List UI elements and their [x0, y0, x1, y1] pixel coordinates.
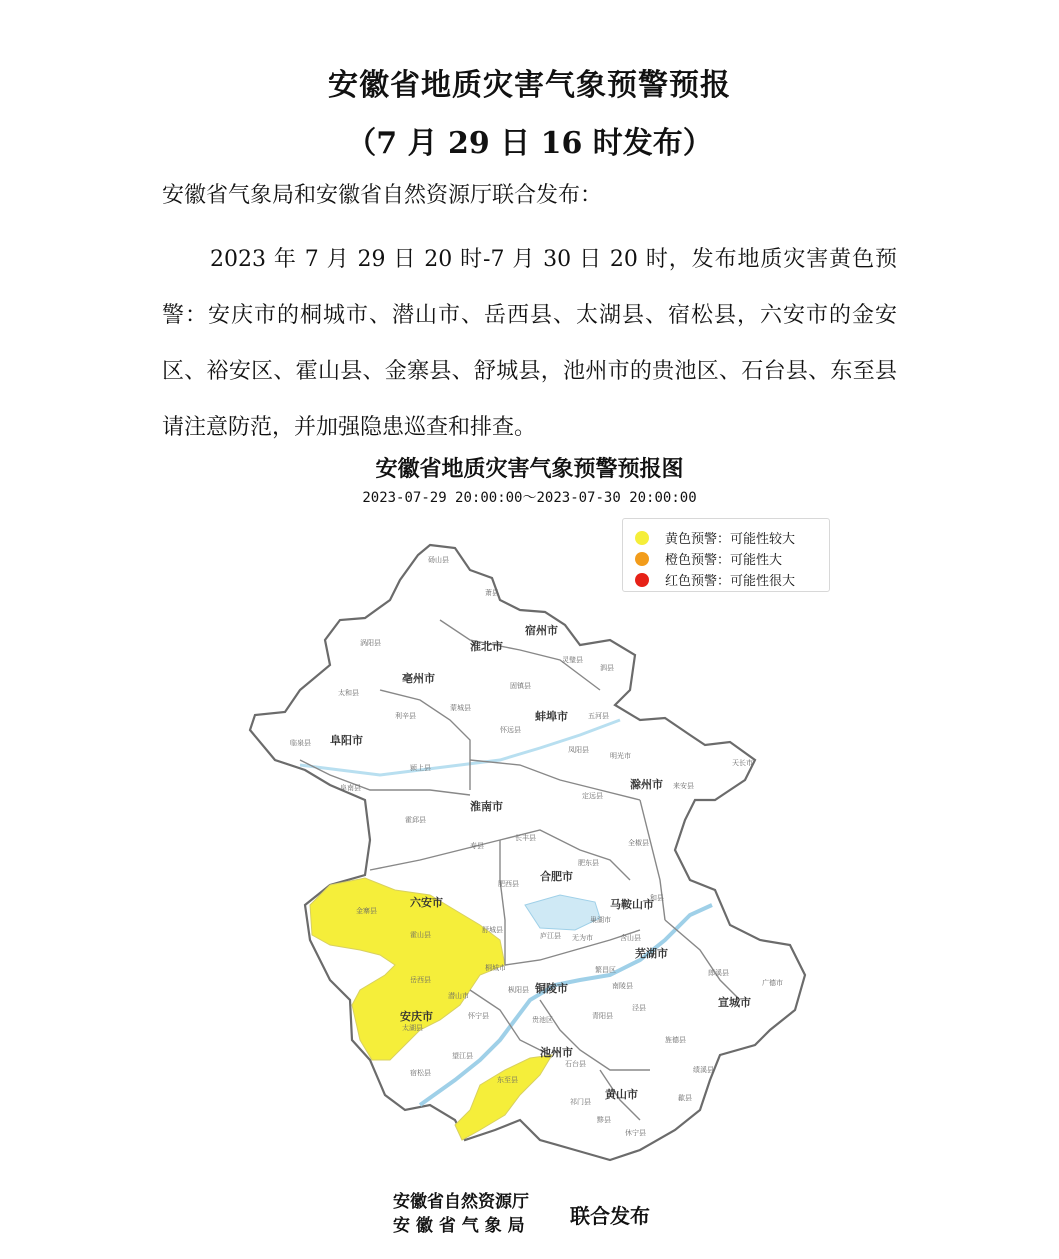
- county-label: 黟县: [597, 1116, 611, 1124]
- city-label: 池州市: [540, 1046, 573, 1059]
- county-label: 枞阳县: [508, 986, 529, 994]
- city-label: 亳州市: [402, 672, 435, 685]
- footer-orgs: [393, 1190, 529, 1238]
- map-time-range: 2023-07-29 20:00:00～2023-07-30 20:00:00: [362, 490, 697, 506]
- county-label: 绩溪县: [693, 1066, 714, 1074]
- legend-item-red: [635, 570, 795, 589]
- city-label: 淮南市: [470, 800, 503, 813]
- county-label: 涡阳县: [360, 639, 381, 647]
- footer-joint-release: 联合发布: [570, 1204, 650, 1228]
- city-label: 合肥市: [540, 870, 573, 883]
- county-label: 五河县: [588, 712, 609, 720]
- county-label: 泗县: [600, 664, 614, 672]
- county-label: 肥西县: [498, 880, 519, 888]
- map-title: 安徽省地质灾害气象预警预报图: [375, 457, 684, 482]
- county-label: 萧县: [485, 589, 499, 597]
- county-label: 岳西县: [410, 976, 431, 984]
- anhui-map: [240, 530, 820, 1170]
- legend-label: 橙色预警：可能性大: [665, 553, 783, 568]
- county-label: 祁门县: [570, 1098, 591, 1106]
- county-label: 太湖县: [402, 1024, 423, 1032]
- county-label: 金寨县: [356, 907, 377, 915]
- document-title: 安徽省地质灾害气象预警预报: [328, 68, 731, 103]
- city-label: 芜湖市: [635, 947, 668, 960]
- city-label: 淮北市: [470, 640, 503, 653]
- county-label: 东至县: [497, 1076, 518, 1084]
- county-label: 休宁县: [625, 1129, 646, 1137]
- city-label: 蚌埠市: [535, 710, 568, 723]
- county-label: 庐江县: [540, 932, 561, 940]
- county-label: 广德市: [762, 979, 783, 987]
- city-label: 马鞍山市: [610, 898, 654, 911]
- yellow-dot-icon: [635, 531, 649, 545]
- intro-line: 安徽省气象局和安徽省自然资源厅联合发布：: [162, 183, 603, 208]
- county-label: 宿松县: [410, 1069, 431, 1077]
- document-subtitle: （7 月 29 日 16 时发布）: [346, 126, 713, 161]
- county-label: 来安县: [673, 782, 694, 790]
- footer-org-resources: 安徽省自然资源厅: [393, 1192, 529, 1212]
- county-label: 泾县: [632, 1004, 646, 1012]
- county-label: 繁昌区: [595, 966, 616, 974]
- city-label: 六安市: [410, 896, 443, 909]
- county-label: 灵璧县: [562, 656, 583, 664]
- county-label: 郎溪县: [708, 969, 729, 977]
- city-label: 宿州市: [525, 624, 558, 637]
- city-label: 安庆市: [400, 1010, 433, 1023]
- county-label: 凤阳县: [568, 746, 589, 754]
- county-label: 无为市: [572, 934, 593, 942]
- county-label: 颍上县: [410, 764, 431, 772]
- county-label: 怀远县: [500, 726, 521, 734]
- city-label: 铜陵市: [535, 982, 568, 995]
- county-label: 望江县: [452, 1052, 473, 1060]
- city-label: 滁州市: [630, 778, 663, 791]
- county-label: 潜山市: [448, 992, 469, 1000]
- county-label: 旌德县: [665, 1036, 686, 1044]
- legend-item-yellow: [635, 528, 795, 547]
- county-label: 太和县: [338, 689, 359, 697]
- county-label: 天长市: [732, 759, 753, 767]
- county-label: 长丰县: [515, 834, 536, 842]
- county-label: 明光市: [610, 752, 631, 760]
- city-label: 宣城市: [718, 996, 751, 1009]
- city-label: 黄山市: [605, 1088, 638, 1101]
- county-label: 霍山县: [410, 931, 431, 939]
- county-label: 肥东县: [578, 859, 599, 867]
- county-label: 舒城县: [482, 926, 503, 934]
- county-label: 砀山县: [428, 556, 449, 564]
- county-label: 利辛县: [395, 712, 416, 720]
- city-label: 阜阳市: [330, 734, 363, 747]
- county-label: 南陵县: [612, 982, 633, 990]
- county-label: 临泉县: [290, 739, 311, 747]
- county-label: 怀宁县: [468, 1012, 489, 1020]
- county-label: 巢湖市: [590, 916, 611, 924]
- county-label: 寿县: [470, 842, 484, 850]
- county-label: 定远县: [582, 792, 603, 800]
- county-label: 青阳县: [592, 1012, 613, 1020]
- orange-dot-icon: [635, 552, 649, 566]
- county-label: 霍邱县: [405, 816, 426, 824]
- county-label: 固镇县: [510, 682, 531, 690]
- legend-label: 黄色预警：可能性较大: [665, 532, 796, 547]
- map-legend: [622, 518, 830, 592]
- red-dot-icon: [635, 573, 649, 587]
- county-label: 石台县: [565, 1060, 586, 1068]
- county-label: 全椒县: [628, 839, 649, 847]
- county-label: 和县: [650, 894, 664, 902]
- legend-item-orange: [635, 549, 782, 568]
- footer-org-meteorology: 安 徽 省 气 象 局: [393, 1216, 525, 1236]
- county-label: 阜南县: [340, 784, 361, 792]
- county-label: 桐城市: [485, 964, 506, 972]
- county-label: 含山县: [620, 934, 641, 942]
- county-label: 歙县: [678, 1094, 692, 1102]
- legend-label: 红色预警：可能性很大: [665, 574, 796, 589]
- county-label: 蒙城县: [450, 704, 471, 712]
- county-label: 贵池区: [532, 1016, 553, 1024]
- warning-body: 2023 年 7 月 29 日 20 时-7 月 30 日 20 时，发布地质灾害黄色预警：安庆市的桐城市、潜山市、岳西县、太湖县、宿松县，六安市的金安区、裕安区、霍山县、金寨县、舒城县，池州市的贵池区、石台县、东至县请注意防范，并加强隐患巡查和排查。: [162, 247, 897, 440]
